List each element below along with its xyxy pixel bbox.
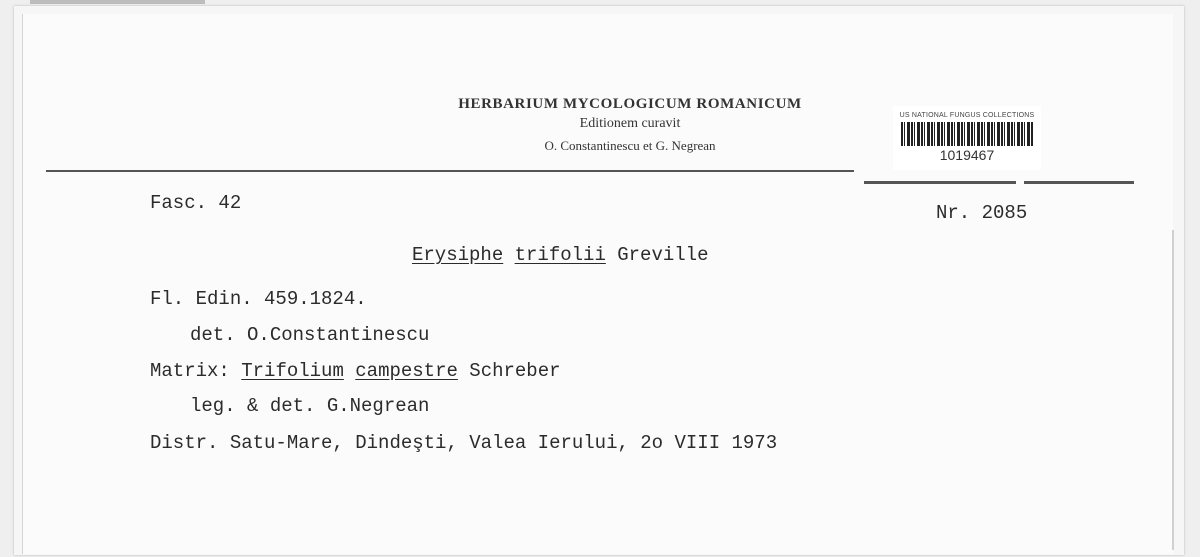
matrix-genus: Trifolium (241, 360, 344, 382)
herbarium-editors: O. Constantinescu et G. Negrean (544, 138, 716, 153)
locality-date: Distr. Satu-Mare, Dindeşti, Valea Ierului, 2o VIII 1973 (150, 432, 778, 454)
barcode-caption: US NATIONAL FUNGUS COLLECTIONS (899, 112, 1035, 119)
taxon-genus: Erysiphe (412, 244, 504, 266)
specimen-number: Nr. 2085 (936, 202, 1028, 224)
label-header (380, 96, 880, 154)
literature-citation: Fl. Edin. 459.1824. (150, 288, 367, 310)
header-rule-right-1 (864, 181, 1016, 184)
fascicle-number: Fasc. 42 (150, 192, 242, 214)
collector: leg. & det. G.Negrean (190, 395, 430, 417)
herbarium-subtitle: Editionem curavit (579, 116, 681, 131)
barcode-label (893, 106, 1041, 170)
header-rule-right-2 (1024, 181, 1134, 184)
matrix-line (150, 360, 561, 382)
header-rule-main (46, 170, 854, 172)
taxon-name (412, 244, 708, 266)
label-right-edge (1172, 230, 1174, 550)
herbarium-label (22, 14, 1173, 554)
herbarium-title: HERBARIUM MYCOLOGICUM ROMANICUM (458, 96, 802, 112)
barcode-icon (901, 122, 1033, 146)
barcode-number: 1019467 (939, 147, 995, 163)
taxon-species: trifolii (514, 244, 606, 266)
matrix-author: Schreber (469, 360, 561, 382)
determiner: det. O.Constantinescu (190, 324, 430, 346)
top-paper-strip (30, 0, 205, 4)
matrix-species: campestre (355, 360, 458, 382)
matrix-prefix: Matrix: (150, 360, 230, 382)
taxon-author: Greville (617, 244, 709, 266)
